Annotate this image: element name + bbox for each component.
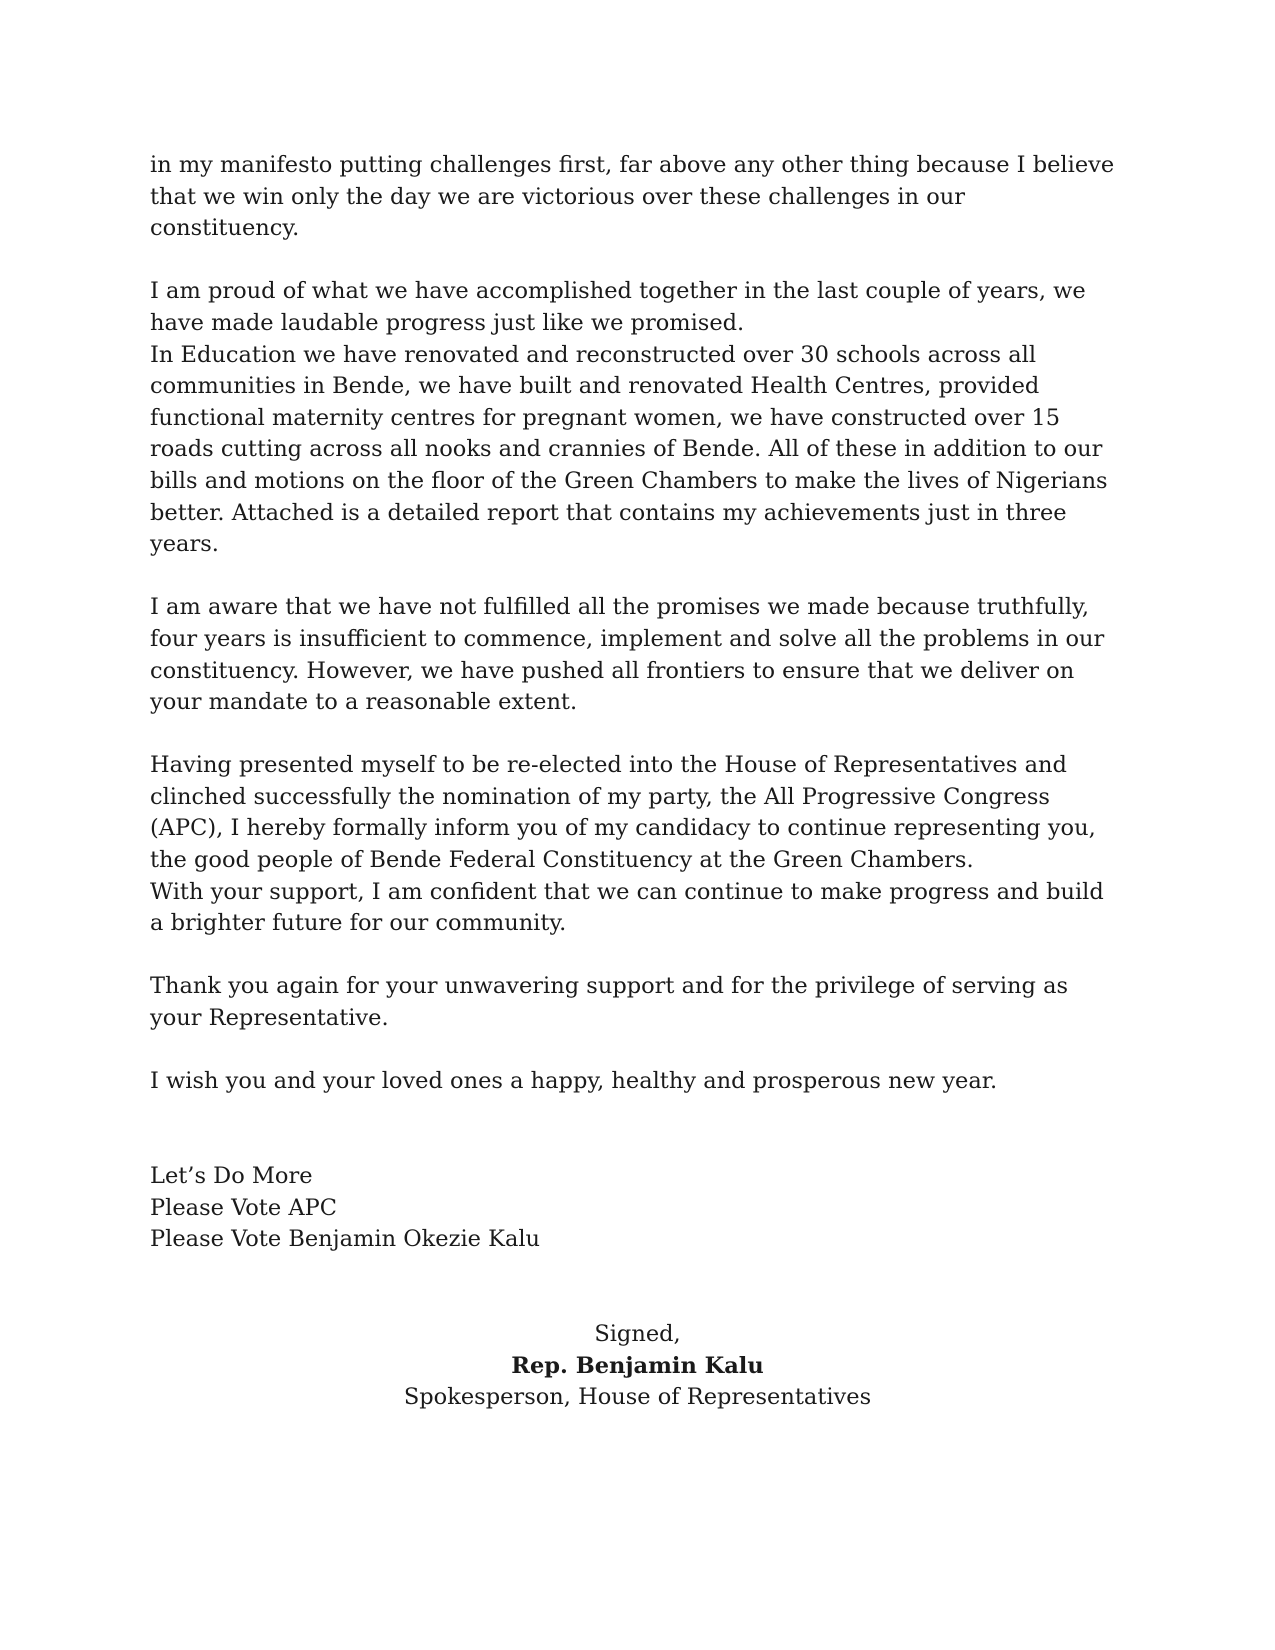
body-line: I am proud of what we have accomplished together in the last couple of years, we — [150, 278, 1086, 305]
signed-label: Signed, — [594, 1321, 681, 1347]
body-line: Having presented myself to be re-elected into the House of Representatives and — [150, 752, 1067, 779]
body-line: functional maternity centres for pregnant women, we have constructed over 15 — [150, 404, 1061, 431]
body-line: I am aware that we have not fulfilled all the promises we made because truthfully, — [150, 594, 1089, 621]
paragraph-manifesto — [150, 150, 1130, 245]
closing-line: Let’s Do More — [150, 1163, 313, 1189]
body-line: constituency. However, we have pushed all frontiers to ensure that we deliver on — [150, 657, 1075, 684]
body-line: the good people of Bende Federal Constituency at the Green Chambers. — [150, 847, 974, 874]
body-line: bills and motions on the floor of the Green Chambers to make the lives of Nigerians — [150, 467, 1108, 494]
paragraph-candidacy — [150, 750, 1130, 940]
body-line: clinched successfully the nomination of my party, the All Progressive Congress — [150, 783, 1050, 810]
paragraph-spacer — [150, 719, 1130, 751]
body-line: I wish you and your loved ones a happy, healthy and prosperous new year. — [150, 1068, 998, 1095]
body-line: a brighter future for our community. — [150, 910, 567, 937]
paragraph-spacer — [150, 1035, 1130, 1067]
body-line: (APC), I hereby formally inform you of my candidacy to continue representing you, — [150, 815, 1096, 842]
body-line: better. Attached is a detailed report that contains my achievements just in three — [150, 499, 1067, 526]
signatory-name: Rep. Benjamin Kalu — [511, 1352, 764, 1379]
body-line: in my manifesto putting challenges first, far above any other thing because I believe — [150, 152, 1115, 178]
body-line: four years is insufficient to commence, implement and solve all the problems in our — [150, 625, 1105, 652]
paragraph-new-year — [150, 1066, 1130, 1098]
signatory-title: Spokesperson, House of Representatives — [403, 1384, 872, 1411]
closing-line: Please Vote Benjamin Okezie Kalu — [150, 1226, 541, 1253]
paragraph-spacer — [150, 245, 1130, 277]
body-line: your Representative. — [150, 1005, 389, 1032]
body-line: Thank you again for your unwavering support and for the privilege of serving as — [150, 973, 1069, 1000]
body-line: With your support, I am confident that we can continue to make progress and build — [150, 878, 1104, 905]
closing-block — [150, 1161, 1130, 1256]
paragraph-promises — [150, 592, 1130, 718]
body-line: have made laudable progress just like we promised. — [150, 309, 745, 336]
letter-body — [150, 150, 1130, 1256]
body-line: roads cutting across all nooks and crannies of Bende. All of these in addition to our — [150, 436, 1103, 463]
signature-block — [0, 1319, 1275, 1414]
body-line: constituency. — [150, 215, 300, 242]
paragraph-achievements — [150, 276, 1130, 560]
closing-line: Please Vote APC — [150, 1194, 337, 1221]
paragraph-spacer — [150, 561, 1130, 593]
body-line: In Education we have renovated and reconstructed over 30 schools across all — [150, 341, 1037, 368]
paragraph-thanks — [150, 971, 1130, 1034]
body-line: that we win only the day we are victorious over these challenges in our — [150, 183, 965, 210]
body-line: communities in Bende, we have built and renovated Health Centres, provided — [150, 373, 1040, 400]
body-line: years. — [150, 531, 219, 558]
paragraph-spacer — [150, 1098, 1130, 1161]
paragraph-spacer — [150, 940, 1130, 972]
body-line: your mandate to a reasonable extent. — [150, 689, 578, 716]
